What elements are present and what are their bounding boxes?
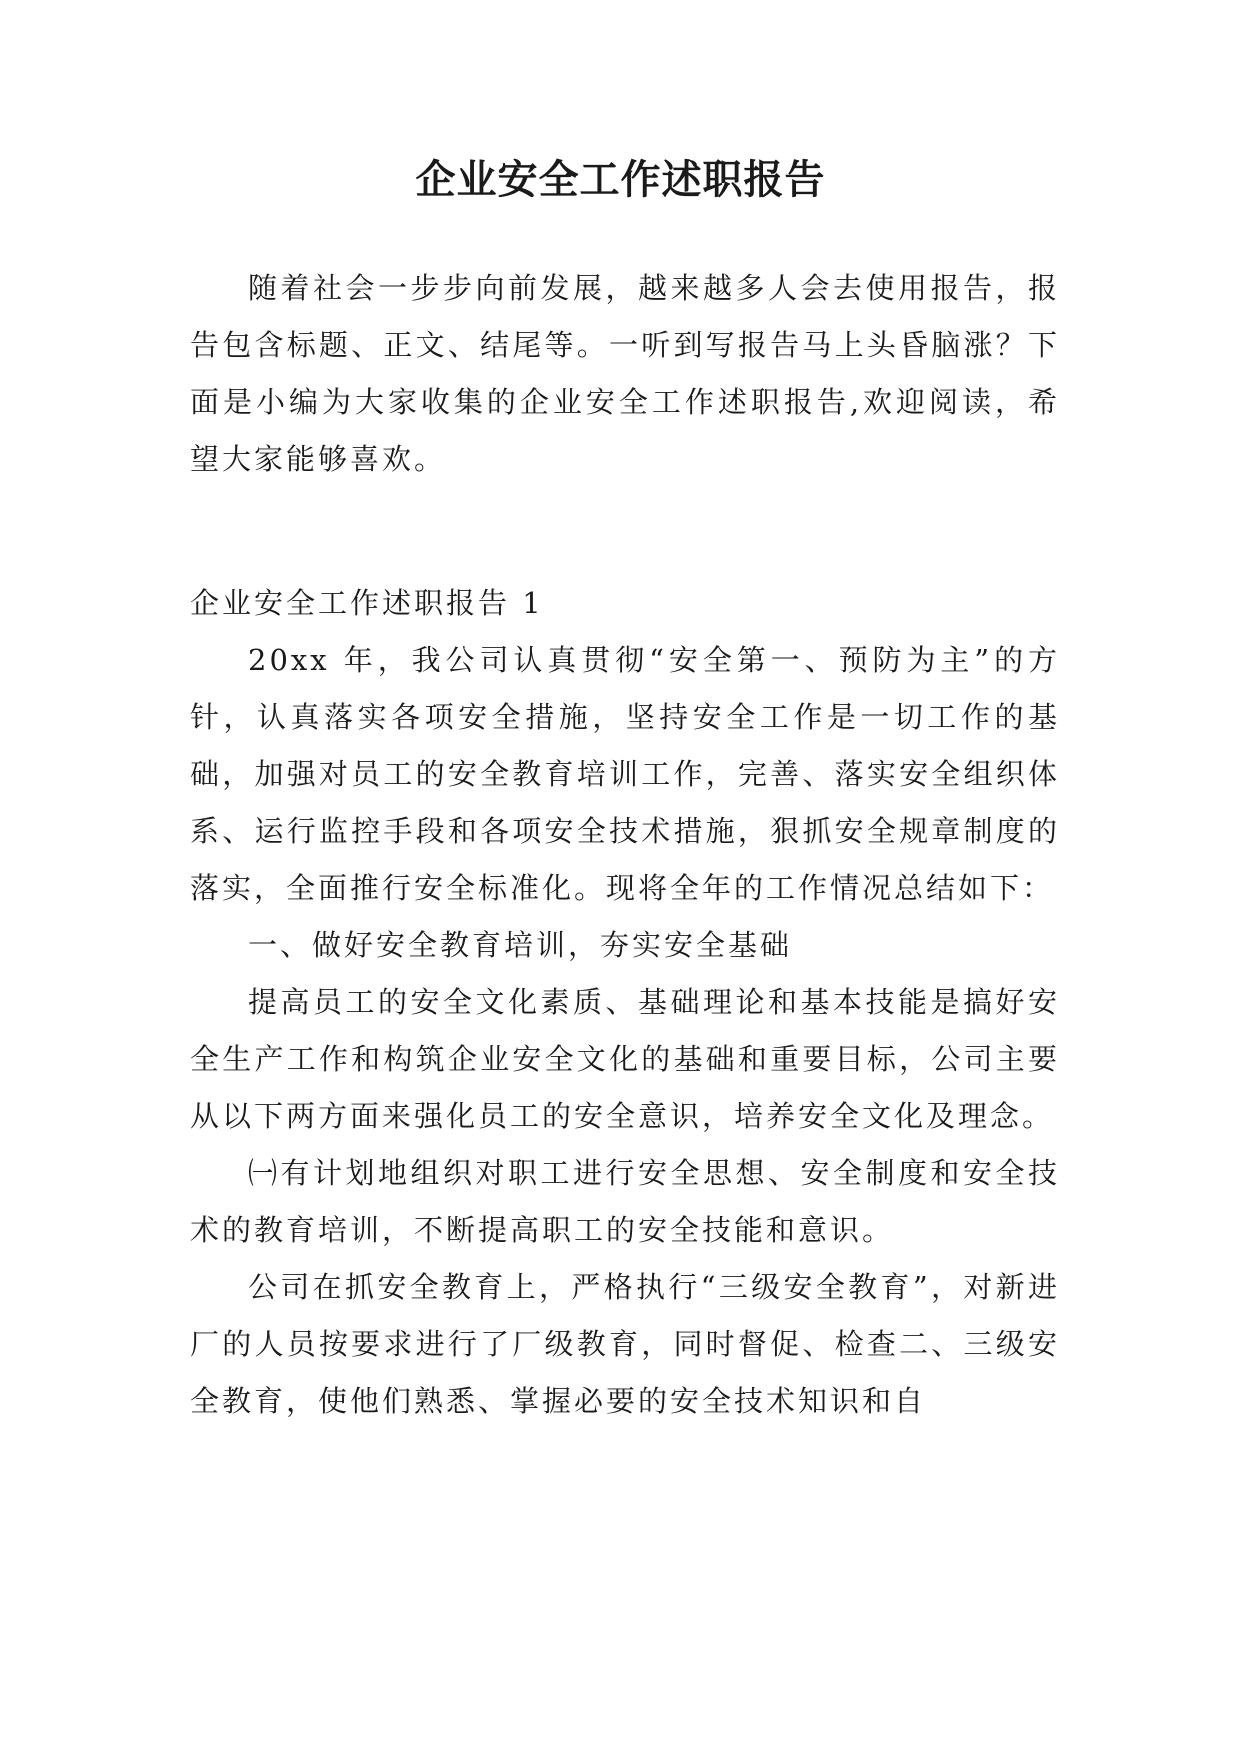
section-heading-1: 一、做好安全教育培训，夯实安全基础 (248, 928, 793, 962)
paragraph-3: ㈠有计划地组织对职工进行安全思想、安全制度和安全技术的教育培训，不断提高职工的安全技能和意识。 (190, 1156, 1060, 1247)
report-body (190, 575, 1060, 1430)
section-title: 企业安全工作述职报告 1 (190, 586, 544, 620)
document-title: 企业安全工作述职报告 (415, 157, 826, 203)
paragraph-1: 20xx 年，我公司认真贯彻“安全第一、预防为主”的方针，认真落实各项安全措施，坚持安全工作是一切工作的基础，加强对员工的安全教育培训工作，完善、落实安全组织体系、运行监控手段和各项安全技术措施，狠抓安全规章制度的落实，全面推行安全标准化。现将全年的工作情况总结如下： (190, 643, 1060, 905)
paragraph-4: 公司在抓安全教育上，严格执行“三级安全教育”，对新进厂的人员按要求进行了厂级教育，同时督促、检查二、三级安全教育，使他们熟悉、掌握必要的安全技术知识和自 (190, 1270, 1060, 1418)
intro-block (190, 260, 1060, 488)
intro-paragraph: 随着社会一步步向前发展，越来越多人会去使用报告，报告包含标题、正文、结尾等。一听到写报告马上头昏脑涨？下面是小编为大家收集的企业安全工作述职报告,欢迎阅读，希望大家能够喜欢。 (190, 271, 1060, 476)
paragraph-2: 提高员工的安全文化素质、基础理论和基本技能是搞好安全生产工作和构筑企业安全文化的基础和重要目标，公司主要从以下两方面来强化员工的安全意识，培养安全文化及理念。 (190, 985, 1060, 1133)
